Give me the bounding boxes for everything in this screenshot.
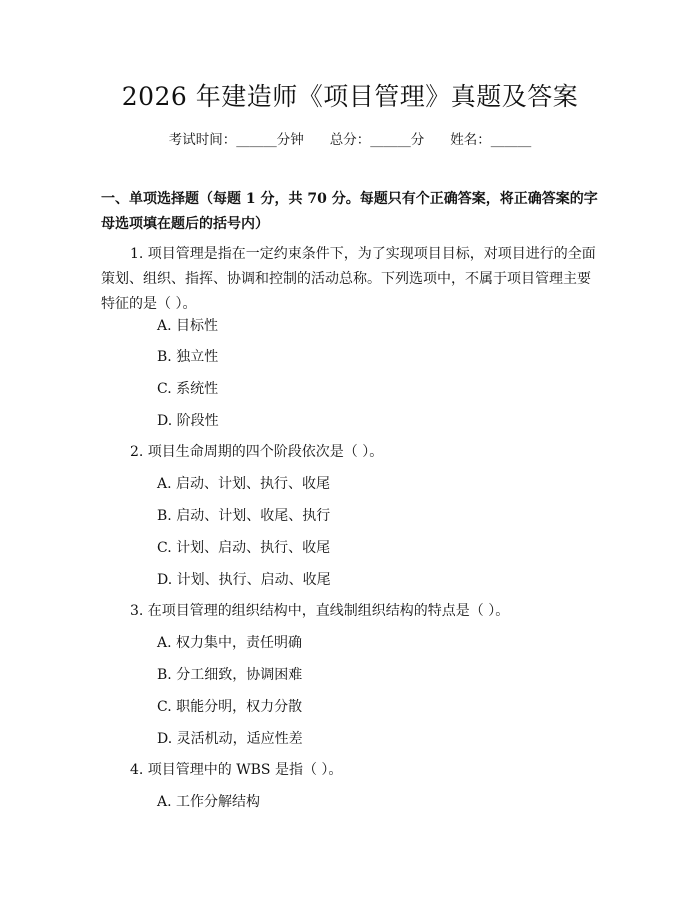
question-option: C. 系统性 bbox=[157, 381, 219, 397]
question-stem: 1. 项目管理是指在一定约束条件下，为了实现项目目标，对项目进行的全面策划、组织、指挥、协调和控制的活动总称。下列选项中，不属于项目管理主要特征的是（ ）。 bbox=[101, 246, 596, 312]
total-score-field: 总分：______分 bbox=[329, 132, 425, 148]
question-stem: 3. 在项目管理的组织结构中，直线制组织结构的特点是（ ）。 bbox=[130, 603, 510, 619]
section-heading: 一、单项选择题（每题 1 分，共 70 分。每题只有个正确答案，将正确答案的字母选项填在题后的括号内） bbox=[101, 191, 598, 232]
question-stem: 2. 项目生命周期的四个阶段依次是（ ）。 bbox=[130, 444, 384, 460]
document-title: 2026 年建造师《项目管理》真题及答案 bbox=[121, 82, 579, 111]
question-option: A. 权力集中，责任明确 bbox=[157, 635, 303, 651]
question-option: A. 目标性 bbox=[157, 318, 219, 334]
question-option: B. 分工细致，协调困难 bbox=[157, 667, 303, 683]
exam-time-field: 考试时间：______分钟 bbox=[168, 132, 304, 148]
question-option: A. 启动、计划、执行、收尾 bbox=[157, 476, 331, 492]
name-field: 姓名：______ bbox=[450, 132, 532, 148]
question-stem: 4. 项目管理中的 WBS 是指（ ）。 bbox=[130, 762, 343, 778]
question-option: A. 工作分解结构 bbox=[157, 794, 261, 810]
question-option: D. 阶段性 bbox=[157, 413, 219, 429]
exam-meta-line bbox=[0, 130, 700, 150]
question-option: B. 独立性 bbox=[157, 349, 219, 365]
question-option: D. 计划、执行、启动、收尾 bbox=[157, 572, 331, 588]
question-option: C. 职能分明，权力分散 bbox=[157, 699, 303, 715]
question-option: D. 灵活机动，适应性差 bbox=[157, 731, 303, 747]
question-option: C. 计划、启动、执行、收尾 bbox=[157, 540, 331, 556]
question-option: B. 启动、计划、收尾、执行 bbox=[157, 508, 331, 524]
